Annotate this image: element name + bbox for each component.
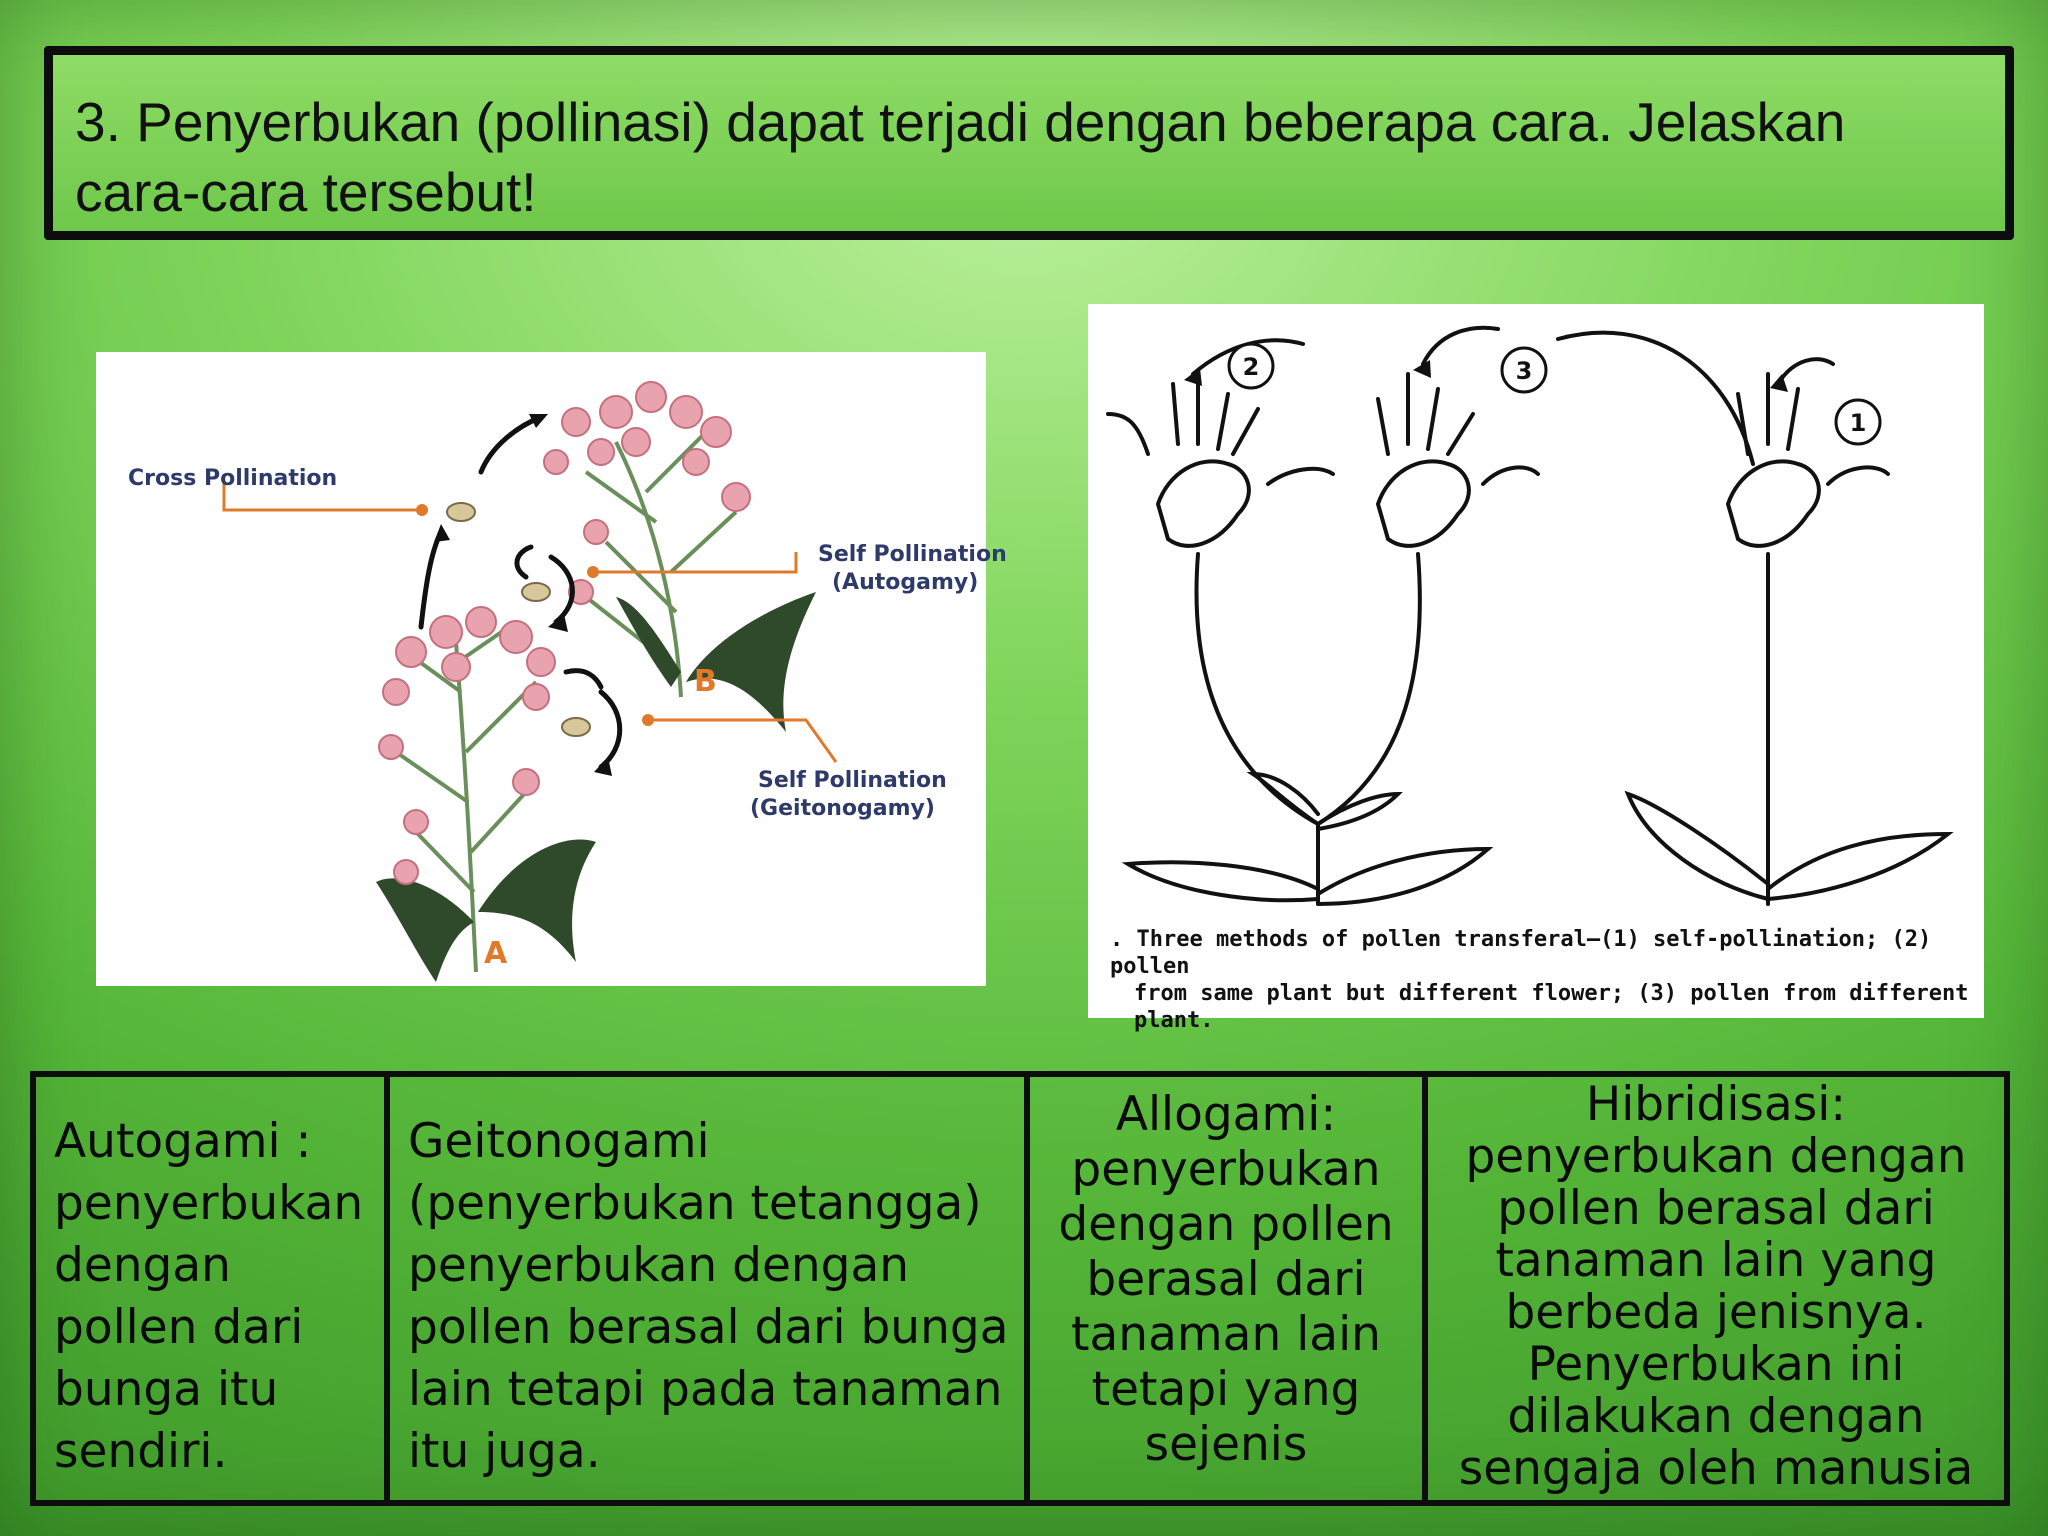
cell-line: pollen berasal dari [1497, 1181, 1935, 1236]
marker-2: 2 [1242, 353, 1260, 381]
cell-autogami [36, 1077, 390, 1500]
label-self-pollination-geitonogamy: Self Pollination [758, 768, 947, 793]
cell-line: sendiri. [54, 1424, 228, 1479]
cell-line: Geitonogami [408, 1114, 710, 1169]
question-box [44, 46, 2014, 240]
label-plant-a: A [484, 936, 508, 971]
cell-line: sengaja oleh manusia [1458, 1441, 1974, 1496]
cell-line: dilakukan dengan [1507, 1389, 1925, 1444]
cell-line: dengan [54, 1238, 231, 1293]
pollination-illustration [96, 352, 986, 986]
pollination-types-table [30, 1071, 2010, 1506]
cell-line: tanaman lain yang [1495, 1233, 1937, 1288]
cell-line: berasal dari [1086, 1252, 1366, 1307]
arrowheads-right [1184, 360, 1788, 392]
marker-3: 3 [1515, 357, 1533, 385]
cell-geitonogami [390, 1077, 1030, 1500]
cell-line: sejenis [1144, 1417, 1308, 1472]
cell-line: berbeda jenisnya. [1505, 1285, 1927, 1340]
question-number: 3. [75, 91, 121, 153]
cell-line: Hibridisasi: [1585, 1077, 1847, 1132]
question-text [75, 87, 1983, 227]
question-body: Penyerbukan (pollinasi) dapat terjadi dengan beberapa cara. Jelaskan cara-cara tersebut! [75, 91, 1846, 223]
figure-caption [1110, 926, 1970, 1034]
cell-line: Penyerbukan ini [1527, 1337, 1905, 1392]
cell-line: penyerbukan [1071, 1142, 1381, 1197]
label-self-pollination-autogamy: Self Pollination [818, 542, 1007, 567]
pollen-transfer-diagram-right [1088, 304, 1984, 1033]
cell-line: Autogami : [54, 1114, 312, 1169]
cell-line: tanaman lain [1071, 1307, 1381, 1362]
cell-line: (penyerbukan tetangga) [408, 1176, 982, 1231]
caption-line-1: . Three methods of pollen transferal—(1) self-pollination; (2) pollen [1110, 927, 1932, 979]
pollination-diagram-left [96, 352, 1007, 986]
cell-line: Allogami: [1115, 1087, 1337, 1142]
caption-line-3: plant. [1134, 1008, 1214, 1033]
cell-line: lain tetapi pada tanaman [408, 1362, 1003, 1417]
cell-line: penyerbukan dengan [1465, 1129, 1967, 1184]
marker-1: 1 [1849, 409, 1867, 437]
cell-line: pollen dari [54, 1300, 304, 1355]
cell-allogami [1030, 1077, 1428, 1500]
cell-line: tetapi yang [1091, 1362, 1361, 1417]
cell-line: penyerbukan [54, 1176, 364, 1231]
label-autogamy: (Autogamy) [832, 570, 979, 595]
leaf-shapes [376, 592, 816, 982]
cell-hibridisasi [1428, 1077, 2004, 1500]
cell-line: bunga itu [54, 1362, 279, 1417]
caption-line-2: from same plant but different flower; (3) pollen from different [1134, 981, 1969, 1006]
cell-line: penyerbukan dengan [408, 1238, 910, 1293]
cell-line: pollen berasal dari bunga [408, 1300, 1009, 1355]
pollen-transfer-illustration [1088, 304, 1984, 924]
label-geitonogamy: (Geitonogamy) [750, 796, 935, 821]
cell-line: dengan pollen [1058, 1197, 1394, 1252]
cell-line: itu juga. [408, 1424, 601, 1479]
label-plant-b: B [694, 664, 717, 699]
label-cross-pollination: Cross Pollination [128, 466, 338, 491]
